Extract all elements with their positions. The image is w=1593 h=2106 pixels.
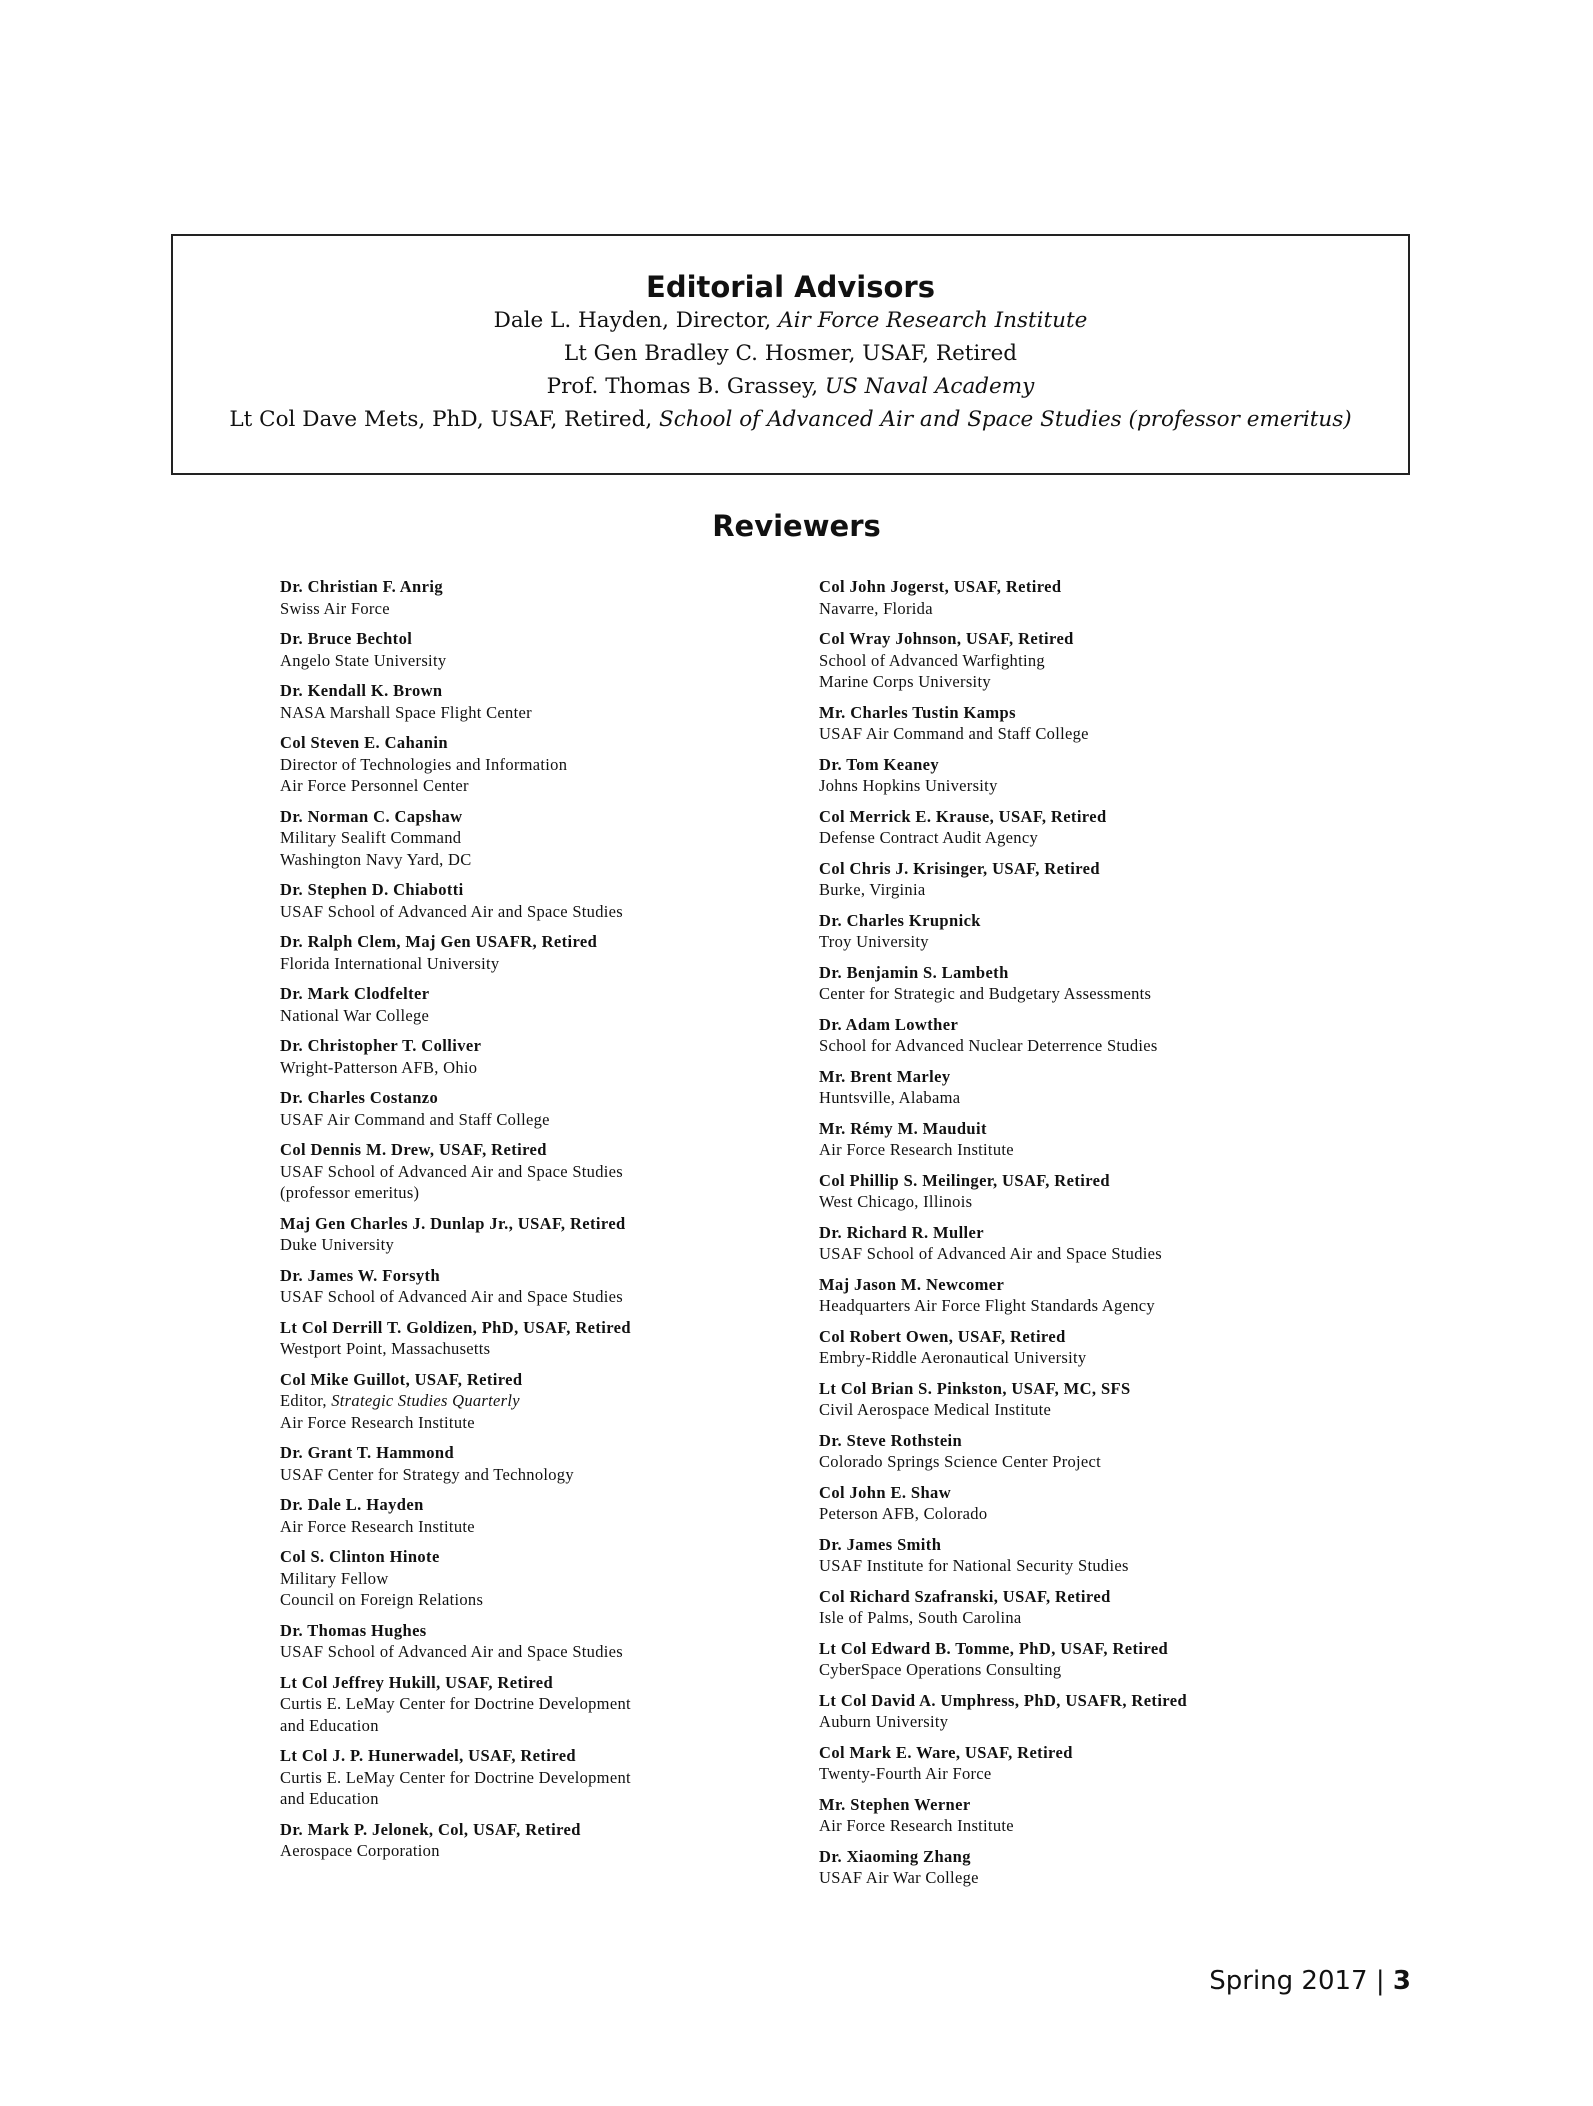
reviewer-name: Col Richard Szafranski, USAF, Retired [819, 1586, 1111, 1606]
reviewer-affiliation: USAF School of Advanced Air and Space Studies [280, 901, 624, 921]
editorial-advisors-box [171, 234, 1410, 475]
reviewer-entry [819, 628, 1339, 693]
reviewer-name: Dr. Benjamin S. Lambeth [819, 962, 1009, 982]
reviewer-entry [280, 1035, 800, 1078]
reviewer-editor-line [280, 1390, 800, 1412]
reviewer-entry [819, 1378, 1339, 1421]
reviewer-name: Col Merrick E. Krause, USAF, Retired [819, 806, 1107, 826]
reviewer-name: Dr. Norman C. Capshaw [280, 806, 463, 826]
reviewer-affiliation: Military Sealift Command [280, 828, 462, 847]
reviewer-name: Dr. Richard R. Muller [819, 1222, 984, 1242]
advisor-line [173, 370, 1408, 403]
reviewer-affiliation: Curtis E. LeMay Center for Doctrine Development [280, 1694, 631, 1713]
reviewer-entry [280, 732, 800, 797]
reviewer-name: Dr. Mark Clodfelter [280, 984, 430, 1003]
reviewer-name: Col S. Clinton Hinote [280, 1547, 440, 1566]
reviewer-entry [280, 1442, 800, 1485]
reviewer-entry [819, 576, 1339, 619]
reviewer-affiliation: Center for Strategic and Budgetary Assessments [819, 984, 1152, 1003]
reviewer-name: Col Chris J. Krisinger, USAF, Retired [819, 858, 1100, 878]
reviewer-name: Lt Col Jeffrey Hukill, USAF, Retired [280, 1672, 554, 1692]
reviewer-name: Lt Col Edward B. Tomme, PhD, USAF, Retired [819, 1638, 1169, 1658]
page-footer [1209, 1966, 1411, 1996]
reviewer-entry [819, 702, 1339, 745]
reviewer-name: Mr. Stephen Werner [819, 1794, 971, 1814]
reviewer-affiliation: Air Force Research Institute [280, 1412, 475, 1432]
reviewer-entry [819, 910, 1339, 953]
reviewer-entry [819, 1066, 1339, 1109]
reviewer-name: Dr. Mark P. Jelonek, Col, USAF, Retired [280, 1819, 581, 1839]
reviewer-name: Dr. Kendall K. Brown [280, 681, 443, 700]
reviewer-name: Lt Col Derrill T. Goldizen, PhD, USAF, Retired [280, 1317, 631, 1337]
reviewer-entry [280, 1620, 800, 1663]
reviewer-affiliation: Florida International University [280, 953, 500, 973]
reviewer-name: Dr. Dale L. Hayden [280, 1495, 424, 1514]
reviewer-entry [819, 1118, 1339, 1161]
reviewer-affiliation: Aerospace Corporation [280, 1841, 440, 1860]
reviewer-entry [819, 1222, 1339, 1265]
reviewer-name: Dr. Stephen D. Chiabotti [280, 880, 464, 899]
reviewer-entry [280, 1819, 800, 1862]
reviewer-affiliation: Council on Foreign Relations [280, 1590, 484, 1609]
reviewer-affiliation: Troy University [819, 932, 929, 951]
reviewer-affiliation: Air Force Research Institute [819, 1140, 1014, 1159]
advisor-affiliation: Air Force Research Institute [778, 308, 1088, 333]
advisor-line [173, 403, 1408, 436]
advisor-line [173, 304, 1408, 337]
reviewer-affiliation: USAF School of Advanced Air and Space Studies [280, 1287, 624, 1306]
reviewer-affiliation: School for Advanced Nuclear Deterrence Studies [819, 1036, 1158, 1055]
advisor-name: Dale L. Hayden, Director, [493, 308, 779, 333]
editor-prefix: Editor, [280, 1391, 332, 1410]
reviewer-name: Dr. Adam Lowther [819, 1014, 959, 1034]
reviewer-name: Dr. Christian F. Anrig [280, 577, 443, 596]
reviewer-name: Dr. Bruce Bechtol [280, 629, 413, 648]
reviewer-affiliation: Embry-Riddle Aeronautical University [819, 1348, 1087, 1367]
reviewer-name: Dr. Thomas Hughes [280, 1620, 427, 1640]
reviewer-affiliation: Duke University [280, 1235, 395, 1254]
reviewer-affiliation: Johns Hopkins University [819, 776, 998, 795]
reviewer-entry [819, 1170, 1339, 1213]
reviewer-name: Col John E. Shaw [819, 1482, 952, 1502]
reviewers-right-column [819, 576, 1339, 1898]
reviewer-entry [819, 1742, 1339, 1785]
reviewer-affiliation: Marine Corps University [819, 672, 991, 691]
reviewer-affiliation: Navarre, Florida [819, 598, 933, 618]
reviewer-affiliation: Swiss Air Force [280, 598, 390, 618]
reviewer-entry [280, 1087, 800, 1130]
reviewer-name: Col Wray Johnson, USAF, Retired [819, 629, 1074, 648]
reviewer-affiliation: Air Force Personnel Center [280, 776, 469, 795]
reviewer-affiliation: Headquarters Air Force Flight Standards Agency [819, 1296, 1155, 1315]
issue-label: Spring 2017 [1209, 1966, 1368, 1996]
reviewer-name: Mr. Brent Marley [819, 1066, 951, 1086]
reviewer-affiliation: NASA Marshall Space Flight Center [280, 702, 532, 722]
reviewer-affiliation: Defense Contract Audit Agency [819, 828, 1039, 847]
reviewer-entry [819, 1534, 1339, 1577]
reviewer-affiliation: USAF School of Advanced Air and Space Studies [280, 1642, 624, 1661]
reviewer-entry [819, 1014, 1339, 1057]
advisor-name: Lt Gen Bradley C. Hosmer, USAF, Retired [563, 341, 1018, 366]
reviewer-entry [819, 1794, 1339, 1837]
reviewer-affiliation: CyberSpace Operations Consulting [819, 1660, 1062, 1679]
reviewer-entry [819, 1430, 1339, 1473]
reviewer-name: Dr. Christopher T. Colliver [280, 1036, 482, 1055]
advisor-affiliation: School of Advanced Air and Space Studies (professor emeritus) [659, 407, 1352, 432]
reviewer-entry [819, 1274, 1339, 1317]
reviewer-entry [280, 1745, 800, 1810]
editor-publication: Strategic Studies Quarterly [331, 1391, 520, 1410]
reviewer-name: Dr. Charles Costanzo [280, 1088, 439, 1107]
reviewer-affiliation: Isle of Palms, South Carolina [819, 1608, 1022, 1627]
reviewer-name: Col Mike Guillot, USAF, Retired [280, 1369, 523, 1389]
reviewer-entry [819, 754, 1339, 797]
reviewer-name: Lt Col Brian S. Pinkston, USAF, MC, SFS [819, 1378, 1131, 1398]
reviewer-entry [280, 576, 800, 619]
reviewer-entry [280, 680, 800, 723]
reviewer-affiliation: West Chicago, Illinois [819, 1192, 973, 1211]
reviewer-affiliation: Angelo State University [280, 650, 447, 670]
reviewer-entry [280, 1672, 800, 1737]
reviewer-affiliation: Civil Aerospace Medical Institute [819, 1400, 1052, 1419]
reviewer-entry [819, 1586, 1339, 1629]
reviewers-left-column [280, 576, 800, 1871]
reviewer-affiliation: Westport Point, Massachusetts [280, 1339, 491, 1358]
reviewer-name: Dr. Ralph Clem, Maj Gen USAFR, Retired [280, 932, 598, 951]
reviewer-affiliation: USAF School of Advanced Air and Space Studies [819, 1244, 1163, 1263]
reviewer-name: Lt Col David A. Umphress, PhD, USAFR, Retired [819, 1690, 1188, 1710]
reviewer-name: Dr. Steve Rothstein [819, 1430, 963, 1450]
reviewer-affiliation: Washington Navy Yard, DC [280, 849, 472, 869]
reviewer-name: Mr. Rémy M. Mauduit [819, 1118, 987, 1138]
reviewer-entry [819, 1638, 1339, 1681]
reviewer-name: Mr. Charles Tustin Kamps [819, 702, 1016, 722]
reviewer-affiliation: USAF Air War College [819, 1868, 979, 1887]
reviewer-affiliation: Military Fellow [280, 1568, 389, 1588]
reviewer-affiliation: Wright-Patterson AFB, Ohio [280, 1057, 478, 1077]
reviewer-name: Col Phillip S. Meilinger, USAF, Retired [819, 1170, 1110, 1190]
reviewer-name: Maj Jason M. Newcomer [819, 1274, 1005, 1294]
reviewer-entry [280, 806, 800, 871]
advisor-name: Lt Col Dave Mets, PhD, USAF, Retired, [229, 407, 659, 432]
reviewer-entry [819, 962, 1339, 1005]
reviewer-entry [280, 1317, 800, 1360]
reviewer-name: Dr. Tom Keaney [819, 754, 940, 774]
reviewer-affiliation: School of Advanced Warfighting [819, 650, 1045, 670]
advisor-name: Prof. Thomas B. Grassey, [546, 374, 825, 399]
reviewer-affiliation: USAF Air Command and Staff College [280, 1109, 550, 1129]
reviewer-affiliation: USAF School of Advanced Air and Space Studies [280, 1161, 624, 1181]
reviewer-affiliation: USAF Institute for National Security Studies [819, 1556, 1129, 1575]
reviewer-entry [819, 858, 1339, 901]
reviewer-affiliation: Auburn University [819, 1712, 949, 1731]
reviewer-name: Maj Gen Charles J. Dunlap Jr., USAF, Retired [280, 1213, 626, 1233]
reviewer-affiliation: Twenty-Fourth Air Force [819, 1764, 992, 1783]
reviewer-affiliation: and Education [280, 1789, 379, 1808]
reviewer-name: Dr. James W. Forsyth [280, 1265, 441, 1285]
footer-separator: | [1375, 1966, 1385, 1996]
reviewer-affiliation: National War College [280, 1005, 430, 1025]
reviewer-entry [819, 1326, 1339, 1369]
reviewer-name: Col John Jogerst, USAF, Retired [819, 577, 1062, 596]
reviewer-affiliation: Curtis E. LeMay Center for Doctrine Development [280, 1767, 631, 1787]
editorial-advisors-title: Editorial Advisors [646, 270, 935, 304]
reviewer-name: Col Steven E. Cahanin [280, 733, 448, 752]
reviewer-affiliation: Air Force Research Institute [819, 1816, 1014, 1835]
advisor-line [173, 337, 1408, 370]
reviewer-affiliation: USAF Air Command and Staff College [819, 724, 1089, 743]
reviewer-affiliation: and Education [280, 1715, 379, 1735]
reviewer-name: Col Robert Owen, USAF, Retired [819, 1326, 1066, 1346]
reviewer-name: Lt Col J. P. Hunerwadel, USAF, Retired [280, 1746, 577, 1765]
reviewers-title: Reviewers [712, 509, 881, 543]
reviewer-affiliation: Burke, Virginia [819, 880, 926, 899]
reviewer-affiliation: Air Force Research Institute [280, 1516, 475, 1536]
page-number: 3 [1392, 1966, 1411, 1996]
advisor-affiliation: US Naval Academy [824, 374, 1035, 399]
reviewer-entry [280, 628, 800, 671]
reviewer-entry [280, 1265, 800, 1308]
reviewer-entry [280, 1546, 800, 1611]
reviewer-entry [280, 1213, 800, 1256]
reviewer-entry [819, 806, 1339, 849]
reviewer-affiliation: Peterson AFB, Colorado [819, 1504, 988, 1523]
reviewer-entry [280, 1369, 800, 1434]
reviewer-affiliation: (professor emeritus) [280, 1183, 420, 1202]
reviewer-entry [280, 1139, 800, 1204]
reviewer-name: Col Mark E. Ware, USAF, Retired [819, 1742, 1073, 1762]
reviewer-name: Dr. Xiaoming Zhang [819, 1846, 971, 1866]
reviewer-name: Dr. Charles Krupnick [819, 910, 981, 930]
reviewer-entry [280, 879, 800, 922]
reviewer-name: Dr. Grant T. Hammond [280, 1443, 455, 1462]
reviewer-affiliation: Huntsville, Alabama [819, 1088, 961, 1107]
reviewer-affiliation: Director of Technologies and Information [280, 754, 568, 774]
reviewer-name: Col Dennis M. Drew, USAF, Retired [280, 1140, 547, 1159]
reviewer-name: Dr. James Smith [819, 1534, 942, 1554]
reviewer-affiliation: USAF Center for Strategy and Technology [280, 1464, 574, 1484]
reviewer-affiliation: Colorado Springs Science Center Project [819, 1452, 1102, 1471]
reviewer-entry [819, 1482, 1339, 1525]
reviewer-entry [819, 1846, 1339, 1889]
reviewer-entry [819, 1690, 1339, 1733]
reviewer-entry [280, 931, 800, 974]
reviewer-entry [280, 983, 800, 1026]
reviewer-entry [280, 1494, 800, 1537]
